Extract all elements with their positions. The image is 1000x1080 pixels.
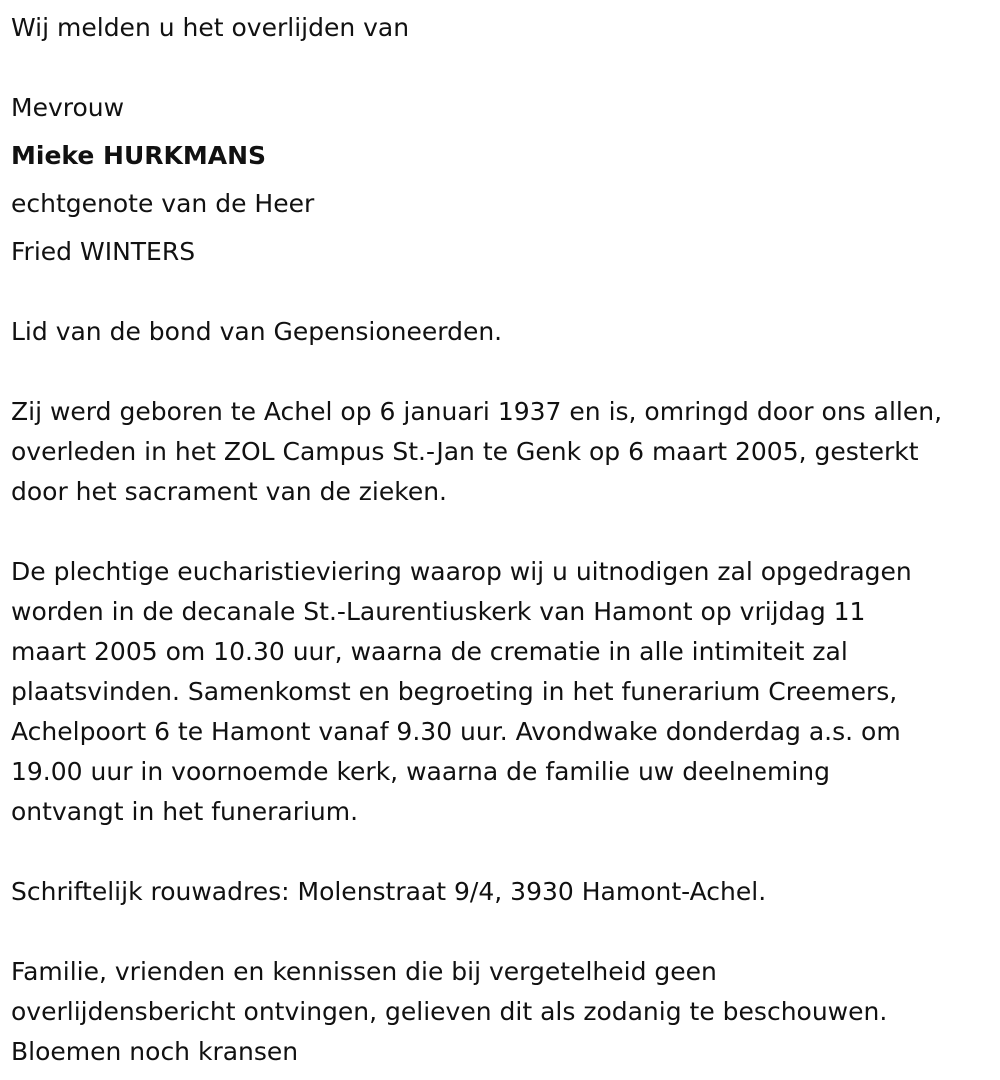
ceremony-line: 19.00 uur in voornoemde kerk, waarna de familie uw deelneming	[11, 757, 831, 786]
closing-paragraph	[11, 952, 990, 1072]
intro-line: Wij melden u het overlijden van	[11, 13, 410, 42]
closing-line: Bloemen noch kransen	[11, 1037, 299, 1066]
ceremony-line: De plechtige eucharistieviering waarop wij u uitnodigen zal opgedragen	[11, 557, 912, 586]
spouse-label: echtgenote van de Heer	[11, 189, 315, 218]
birth-death-line: door het sacrament van de zieken.	[11, 477, 447, 506]
mourning-address: Schriftelijk rouwadres: Molenstraat 9/4, 3930 Hamont-Achel.	[11, 877, 767, 906]
birth-death-paragraph	[11, 392, 990, 512]
honorific: Mevrouw	[11, 93, 125, 122]
birth-death-line: Zij werd geboren te Achel op 6 januari 1937 en is, omringd door ons allen,	[11, 397, 943, 426]
ceremony-line: maart 2005 om 10.30 uur, waarna de crematie in alle intimiteit zal	[11, 637, 848, 666]
ceremony-line: ontvangt in het funerarium.	[11, 797, 359, 826]
deceased-name: Mieke HURKMANS	[11, 141, 267, 170]
spouse-name: Fried WINTERS	[11, 237, 196, 266]
ceremony-line: plaatsvinden. Samenkomst en begroeting in het funerarium Creemers,	[11, 677, 898, 706]
membership-line: Lid van de bond van Gepensioneerden.	[11, 317, 503, 346]
ceremony-paragraph	[11, 552, 990, 832]
closing-line: Familie, vrienden en kennissen die bij vergetelheid geen	[11, 957, 717, 986]
ceremony-line: worden in de decanale St.-Laurentiuskerk van Hamont op vrijdag 11	[11, 597, 866, 626]
ceremony-line: Achelpoort 6 te Hamont vanaf 9.30 uur. Avondwake donderdag a.s. om	[11, 717, 901, 746]
closing-line: overlijdensbericht ontvingen, gelieven dit als zodanig te beschouwen.	[11, 997, 888, 1026]
birth-death-line: overleden in het ZOL Campus St.-Jan te Genk op 6 maart 2005, gesterkt	[11, 437, 919, 466]
